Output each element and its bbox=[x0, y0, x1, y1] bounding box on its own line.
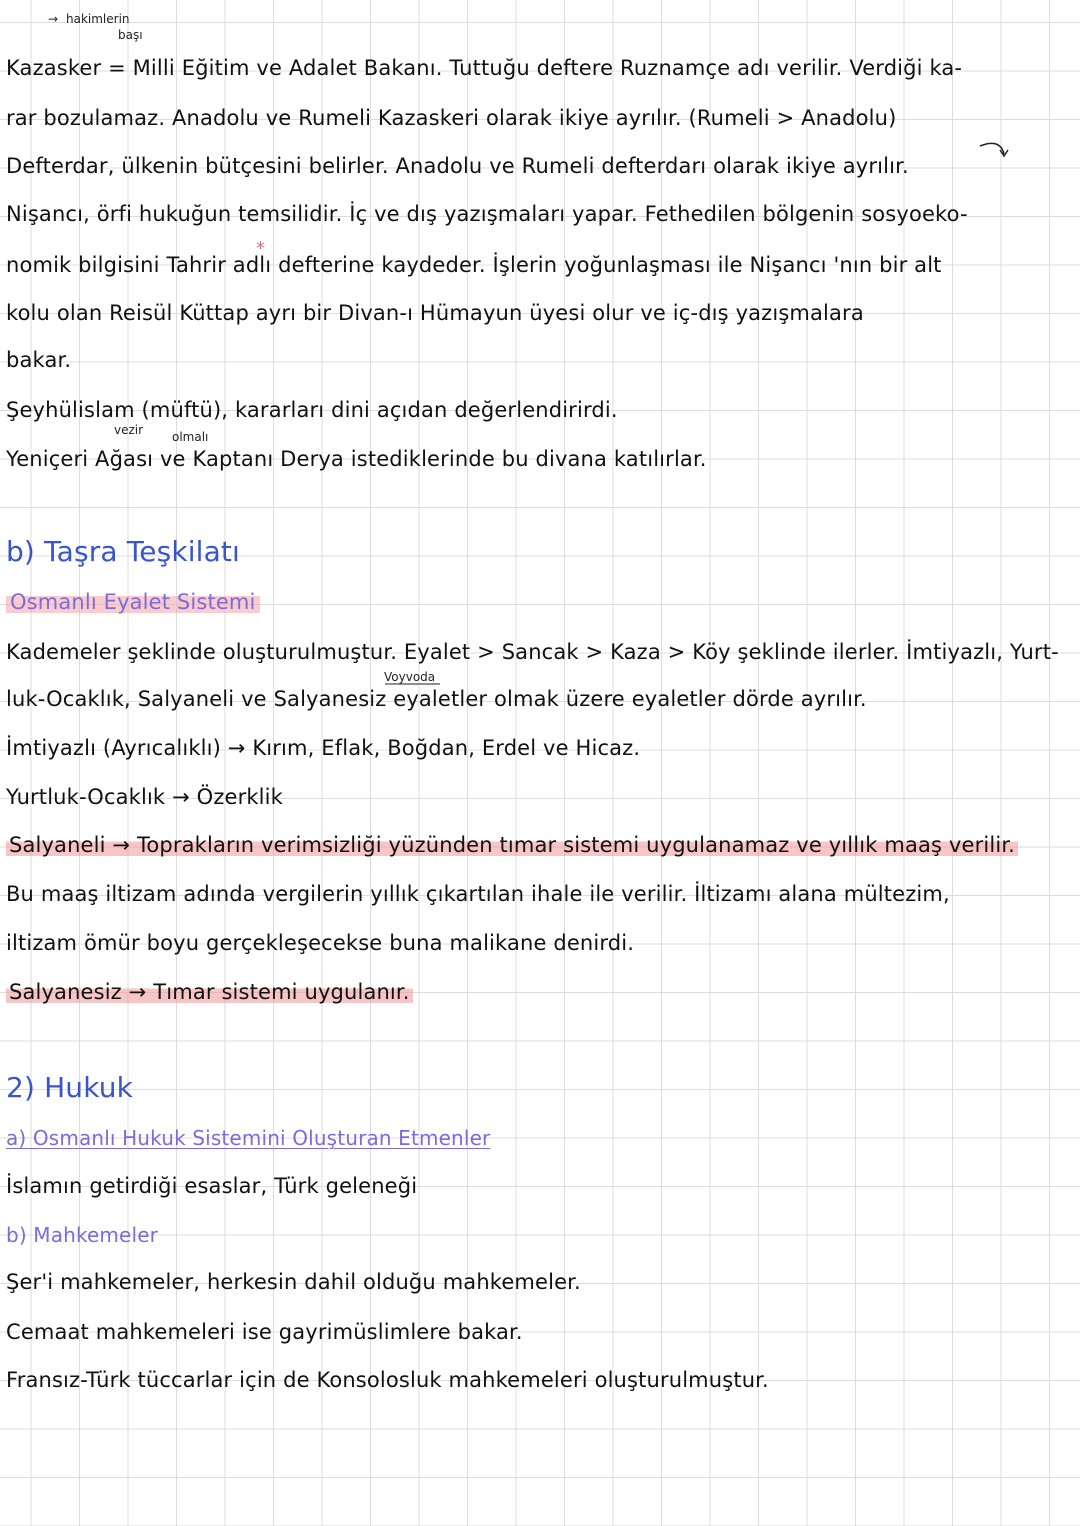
heading-mahkemeler: b) Mahkemeler bbox=[6, 1223, 159, 1247]
line-iltizam: Bu maaş iltizam adında vergilerin yıllık çıkartılan ihale ile verilir. İltizamı alana mültezim, bbox=[6, 882, 950, 906]
annotation-basi: başı bbox=[118, 28, 143, 42]
heading-hukuk-etmenler: a) Osmanlı Hukuk Sistemini Oluşturan Etmenler bbox=[6, 1126, 491, 1150]
line-tahrir: nomik bilgisini Tahrir adlı defterine kaydeder. İşlerin yoğunlaşması ile Nişancı 'nın bir alt bbox=[6, 253, 942, 277]
annotation-hakimlerin: hakimlerin bbox=[66, 12, 130, 26]
heading-hukuk: 2) Hukuk bbox=[6, 1071, 133, 1104]
annotation-arrow: → bbox=[48, 12, 59, 26]
line-kademeler: Kademeler şeklinde oluşturulmuştur. Eyalet > Sancak > Kaza > Köy şeklinde ilerler. İmtiyazlı, Yurt- bbox=[6, 640, 1059, 664]
line-islamin: İslamın getirdiği esaslar, Türk geleneği bbox=[6, 1174, 418, 1198]
highlight-osmanli-eyalet: Osmanlı Eyalet Sistemi bbox=[6, 590, 260, 614]
line-cemaat-mahkemeleri: Cemaat mahkemeleri ise gayrimüslimlere bakar. bbox=[6, 1320, 523, 1344]
heading-tasra-teskilati: b) Taşra Teşkilatı bbox=[6, 535, 240, 568]
line-reisul-kuttap: kolu olan Reisül Küttap ayrı bir Divan-ı Hümayun üyesi olur ve iç-dış yazışmalara bbox=[6, 301, 864, 325]
annotation-voyvoda: Voyvoda bbox=[384, 670, 436, 684]
curved-arrow-icon bbox=[980, 143, 1004, 154]
line-kazasker: Kazasker = Milli Eğitim ve Adalet Bakanı. Tuttuğu deftere Ruznamçe adı verilir. Verdiği ka- bbox=[6, 56, 963, 80]
line-malikane: iltizam ömür boyu gerçekleşecekse buna malikane denirdi. bbox=[6, 931, 635, 955]
line-kazasker-cont: rar bozulamaz. Anadolu ve Rumeli Kazaskeri olarak ikiye ayrılır. (Rumeli > Anadolu) bbox=[6, 106, 897, 130]
annotation-vezir: vezir bbox=[114, 423, 144, 437]
line-yeniceri: Yeniçeri Ağası ve Kaptanı Derya istediklerinde bu divana katılırlar. bbox=[6, 447, 707, 471]
line-eyaletler-dorde: luk-Ocaklık, Salyaneli ve Salyanesiz eyaletler olmak üzere eyaletler dörde ayrılır. bbox=[6, 687, 867, 711]
line-bakar: bakar. bbox=[6, 348, 72, 372]
line-imtiyazli: İmtiyazlı (Ayrıcalıklı) → Kırım, Eflak, Boğdan, Erdel ve Hicaz. bbox=[6, 736, 641, 760]
line-yurtluk: Yurtluk-Ocaklık → Özerklik bbox=[6, 785, 283, 809]
highlight-salyaneli: Salyaneli → Toprakların verimsizliği yüzünden tımar sistemi uygulanamaz ve yıllık maaş verilir. bbox=[6, 833, 1018, 857]
line-seri-mahkemeler: Şer'i mahkemeler, herkesin dahil olduğu mahkemeler. bbox=[6, 1270, 581, 1294]
star-icon: * bbox=[256, 238, 265, 259]
line-nisanci: Nişancı, örfi hukuğun temsilidir. İç ve dış yazışmaları yapar. Fethedilen bölgenin sosyoeko- bbox=[6, 202, 968, 226]
line-defterdar: Defterdar, ülkenin bütçesini belirler. Anadolu ve Rumeli defterdarı olarak ikiye ayrılır. bbox=[6, 154, 909, 178]
annotation-olmali: olmalı bbox=[172, 430, 209, 444]
highlight-salyanesiz: Salyanesiz → Tımar sistemi uygulanır. bbox=[6, 980, 413, 1004]
line-seyhulislam: Şeyhülislam (müftü), kararları dini açıdan değerlendirirdi. bbox=[6, 398, 618, 422]
line-konsolosluk: Fransız-Türk tüccarlar için de Konsolosluk mahkemeleri oluşturulmuştur. bbox=[6, 1368, 769, 1392]
